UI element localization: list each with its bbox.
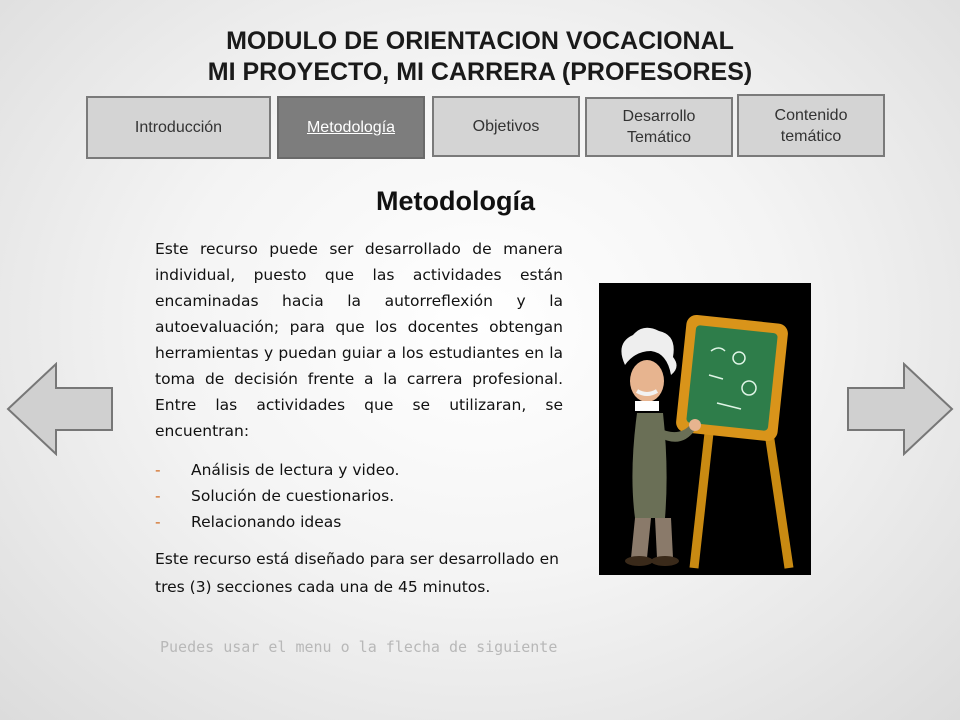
- title-line-1: MODULO DE ORIENTACION VOCACIONAL: [226, 27, 734, 55]
- list-item: [155, 509, 575, 535]
- bullet-marker: -: [155, 487, 161, 505]
- closing-paragraph: Este recurso está diseñado para ser desarrollado en tres (3) secciones cada una de 45 minutos.: [155, 550, 559, 596]
- tab-label: Objetivos: [472, 118, 540, 135]
- list-item: [155, 457, 575, 483]
- tab-label-line2: Temático: [626, 129, 692, 146]
- title-line-2: MI PROYECTO, MI CARRERA (PROFESORES): [207, 58, 753, 86]
- list-item-text: Relacionando ideas: [191, 513, 342, 531]
- tab-label-line1: Desarrollo: [622, 108, 696, 125]
- tab-label-line2: temático: [780, 127, 842, 145]
- tab-metodologia[interactable]: [277, 96, 425, 159]
- list-item-text: Análisis de lectura y video.: [191, 461, 400, 479]
- teacher-chalkboard-illustration: [599, 283, 811, 575]
- bullet-marker: -: [155, 513, 161, 531]
- tab-desarrollo-tematico[interactable]: [585, 97, 733, 157]
- next-arrow-button[interactable]: [844, 362, 954, 456]
- list-item-text: Solución de cuestionarios.: [191, 487, 395, 505]
- bullet-marker: -: [155, 461, 161, 479]
- tab-objetivos[interactable]: [432, 96, 580, 157]
- tab-introduccion[interactable]: [86, 96, 271, 159]
- section-heading: Metodología: [376, 186, 535, 216]
- tab-label: Metodología: [306, 119, 396, 136]
- list-item: [155, 483, 575, 509]
- previous-arrow-button[interactable]: [6, 362, 116, 456]
- navigation-hint: Puedes usar el menu o la flecha de siguiente: [160, 638, 558, 656]
- methodology-paragraph: Este recurso puede ser desarrollado de manera individual, puesto que las actividades están encaminadas hacia la autorreflexión y la autoevaluación; para que los docentes obtengan herramientas y puedan guiar a los estudiantes en la toma de decisión frente a la carrera profesional. Entre las actividades que se utilizaran, se encuentran:: [155, 240, 563, 440]
- tab-label: Introducción: [134, 119, 223, 136]
- teacher-illustration-graphic: [599, 283, 811, 575]
- tab-label-line1: Contenido: [774, 106, 848, 124]
- activity-list: [155, 457, 575, 535]
- page-title: [0, 26, 960, 88]
- tab-contenido-tematico[interactable]: [737, 94, 885, 157]
